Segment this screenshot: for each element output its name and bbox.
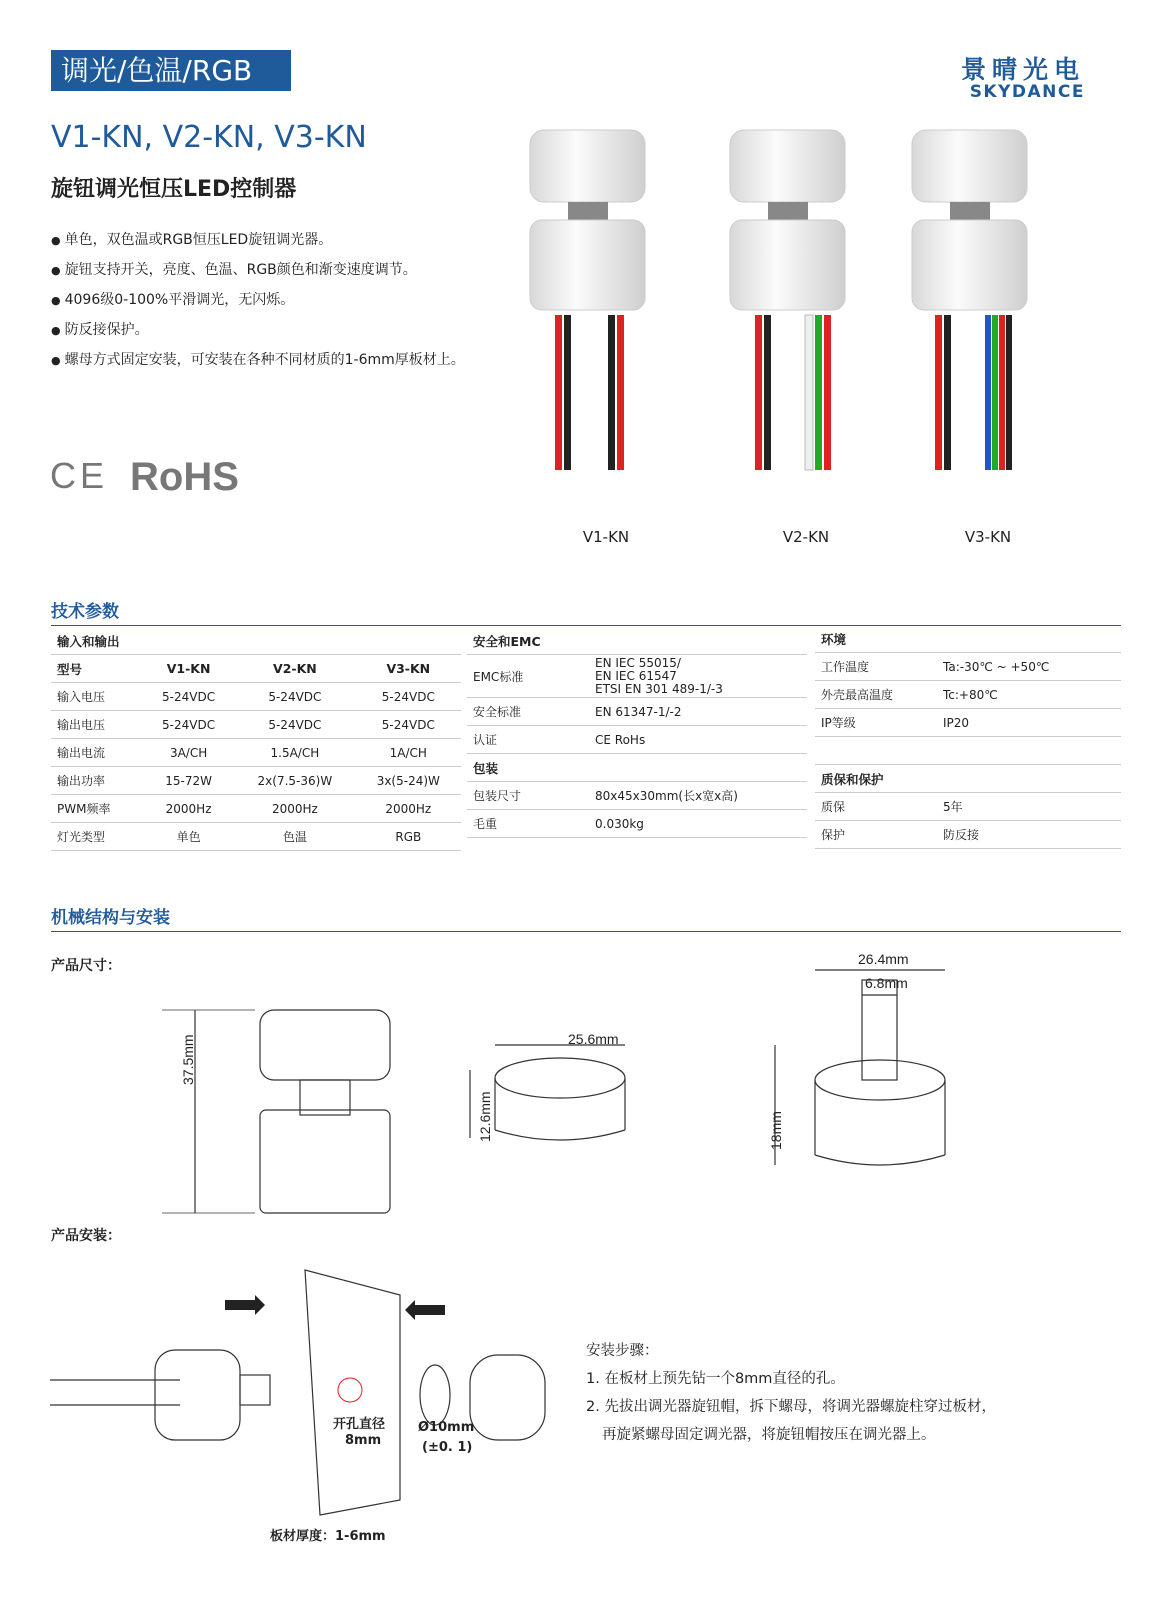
safety-table xyxy=(467,627,807,838)
table-cell: IP等级 xyxy=(815,709,937,737)
emc-values xyxy=(589,655,807,698)
image-label-v2: V2-KN xyxy=(782,528,830,546)
specs-title: 技术参数 xyxy=(51,602,119,622)
dim-body-height: 18mm xyxy=(768,1111,784,1150)
table-cell: 3x(5-24)W xyxy=(356,767,461,795)
dim-body-width: 26.4mm xyxy=(858,951,909,967)
mech-divider xyxy=(51,931,1121,932)
table-cell: 毛重 xyxy=(467,810,589,838)
product-images xyxy=(520,120,1080,500)
feature-item: ● 螺母方式固定安装，可安装在各种不同材质的1-6mm厚板材上。 xyxy=(51,350,465,380)
table-cell: Tc:+80℃ xyxy=(937,681,1121,709)
table-cell: 灯光类型 xyxy=(51,823,143,851)
table-row xyxy=(51,683,461,711)
step-item: 2. 先拔出调光器旋钮帽，拆下螺母，将调光器螺旋柱穿过板材， xyxy=(586,1399,996,1415)
table-cell: 单色 xyxy=(143,823,234,851)
table-row xyxy=(467,698,807,726)
table-cell: CE RoHs xyxy=(589,726,807,754)
table-cell: 输入电压 xyxy=(51,683,143,711)
ce-mark: CE xyxy=(50,455,109,496)
table-row xyxy=(51,767,461,795)
size-title: 产品尺寸： xyxy=(51,958,121,974)
feature-item: ● 单色，双色温或RGB恒压LED旋钮调光器。 xyxy=(51,230,465,260)
steps-title: 安装步骤： xyxy=(586,1343,659,1359)
table-cell: EN 61347-1/-2 xyxy=(589,698,807,726)
table-cell: 5-24VDC xyxy=(143,683,234,711)
category-banner: 调光/色温/RGB xyxy=(51,50,291,91)
env-table xyxy=(815,625,1121,849)
table-cell: 15-72W xyxy=(143,767,234,795)
step-item: 再旋紧螺母固定调光器，将旋钮帽按压在调光器上。 xyxy=(602,1427,936,1443)
nut-label: Ø10mm xyxy=(418,1420,475,1435)
table-row xyxy=(51,795,461,823)
dim-cap-height: 12.6mm xyxy=(477,1091,493,1142)
feature-list xyxy=(51,230,465,380)
dim-height: 37.5mm xyxy=(180,1034,196,1085)
table-cell: 5-24VDC xyxy=(234,683,355,711)
step-item: 1. 在板材上预先钻一个8mm直径的孔。 xyxy=(586,1371,845,1387)
table-cell: 包装尺寸 xyxy=(467,782,589,810)
table-cell: 认证 xyxy=(467,726,589,754)
table-cell: V2-KN xyxy=(234,655,355,683)
dim-cap-width: 25.6mm xyxy=(568,1031,619,1047)
table-row xyxy=(815,737,1121,765)
table-row xyxy=(815,821,1121,849)
table-cell: 5-24VDC xyxy=(356,683,461,711)
dim-shaft: 6.8mm xyxy=(865,975,908,991)
table-row xyxy=(815,709,1121,737)
emc-value: EN IEC 55015/ xyxy=(595,655,681,670)
table-row xyxy=(51,739,461,767)
table-cell: RGB xyxy=(356,823,461,851)
table-cell: 5-24VDC xyxy=(234,711,355,739)
table-row xyxy=(815,681,1121,709)
table-cell: 3A/CH xyxy=(143,739,234,767)
emc-value: ETSI EN 301 489-1/-3 xyxy=(595,681,723,696)
install-steps xyxy=(586,1337,996,1449)
v3-kn-image xyxy=(912,130,1027,470)
table-cell: 2000Hz xyxy=(143,795,234,823)
table-cell: 型号 xyxy=(51,655,143,683)
table-cell: 5-24VDC xyxy=(143,711,234,739)
table-row xyxy=(815,793,1121,821)
table-row xyxy=(467,655,807,698)
install-diagram xyxy=(50,1260,570,1530)
brand-name-en: SKYDANCE xyxy=(969,82,1085,102)
io-table xyxy=(51,627,461,851)
table-cell: 输出电压 xyxy=(51,711,143,739)
v2-kn-image xyxy=(730,130,845,470)
table-row xyxy=(815,653,1121,681)
table-cell: PWM频率 xyxy=(51,795,143,823)
table-cell: EMC标准 xyxy=(467,655,589,698)
table-cell: 输出电流 xyxy=(51,739,143,767)
image-label-v3: V3-KN xyxy=(964,528,1012,546)
feature-item: ● 4096级0-100%平滑调光，无闪烁。 xyxy=(51,290,465,320)
table-cell: 80x45x30mm(长x宽x高) xyxy=(589,782,807,810)
product-subtitle: 旋钮调光恒压LED控制器 xyxy=(51,177,297,202)
env-title: 环境 xyxy=(815,625,1121,653)
v1-kn-image xyxy=(530,130,645,470)
table-cell: V3-KN xyxy=(356,655,461,683)
warranty-title: 质保和保护 xyxy=(815,765,1121,793)
feature-item: ● 防反接保护。 xyxy=(51,320,465,350)
rohs-mark: RoHS xyxy=(130,455,239,499)
table-row xyxy=(51,655,461,683)
table-cell: Ta:-30℃ ~ +50℃ xyxy=(937,653,1121,681)
table-cell: 1.5A/CH xyxy=(234,739,355,767)
arrow-left-icon xyxy=(405,1300,445,1320)
hole-value: 8mm xyxy=(345,1433,382,1448)
hole-label: 开孔直径 xyxy=(333,1417,386,1432)
table-row xyxy=(467,782,807,810)
safety-title: 安全和EMC xyxy=(467,627,807,655)
mech-title: 机械结构与安装 xyxy=(51,908,170,928)
table-cell: 防反接 xyxy=(937,821,1121,849)
emc-value: EN IEC 61547 xyxy=(595,668,677,683)
pack-title: 包装 xyxy=(467,754,807,782)
table-cell: 5-24VDC xyxy=(356,711,461,739)
arrow-right-icon xyxy=(225,1295,265,1315)
table-cell: 工作温度 xyxy=(815,653,937,681)
install-title: 产品安装： xyxy=(51,1228,121,1244)
table-cell: V1-KN xyxy=(143,655,234,683)
table-cell: 2x(7.5-36)W xyxy=(234,767,355,795)
table-cell: IP20 xyxy=(937,709,1121,737)
table-row xyxy=(51,823,461,851)
table-cell: 质保 xyxy=(815,793,937,821)
table-cell: 保护 xyxy=(815,821,937,849)
nut-tolerance: (±0. 1) xyxy=(422,1440,473,1455)
table-cell: 2000Hz xyxy=(234,795,355,823)
io-title: 输入和输出 xyxy=(51,627,461,655)
brand-name-cn: 景晴光电 xyxy=(960,55,1085,84)
table-cell: 安全标准 xyxy=(467,698,589,726)
table-cell: 0.030kg xyxy=(589,810,807,838)
table-cell: 2000Hz xyxy=(356,795,461,823)
thickness-label: 板材厚度：1-6mm xyxy=(270,1529,386,1544)
model-title: V1-KN, V2-KN, V3-KN xyxy=(51,120,367,155)
image-label-v1: V1-KN xyxy=(582,528,630,546)
feature-item: ● 旋钮支持开关，亮度、色温、RGB颜色和渐变速度调节。 xyxy=(51,260,465,290)
table-row xyxy=(467,810,807,838)
table-cell: 1A/CH xyxy=(356,739,461,767)
table-cell: 色温 xyxy=(234,823,355,851)
table-cell: 5年 xyxy=(937,793,1121,821)
table-cell: 外壳最高温度 xyxy=(815,681,937,709)
table-cell: 输出功率 xyxy=(51,767,143,795)
table-row xyxy=(51,711,461,739)
table-row xyxy=(467,726,807,754)
dimension-drawings xyxy=(150,960,1130,1220)
